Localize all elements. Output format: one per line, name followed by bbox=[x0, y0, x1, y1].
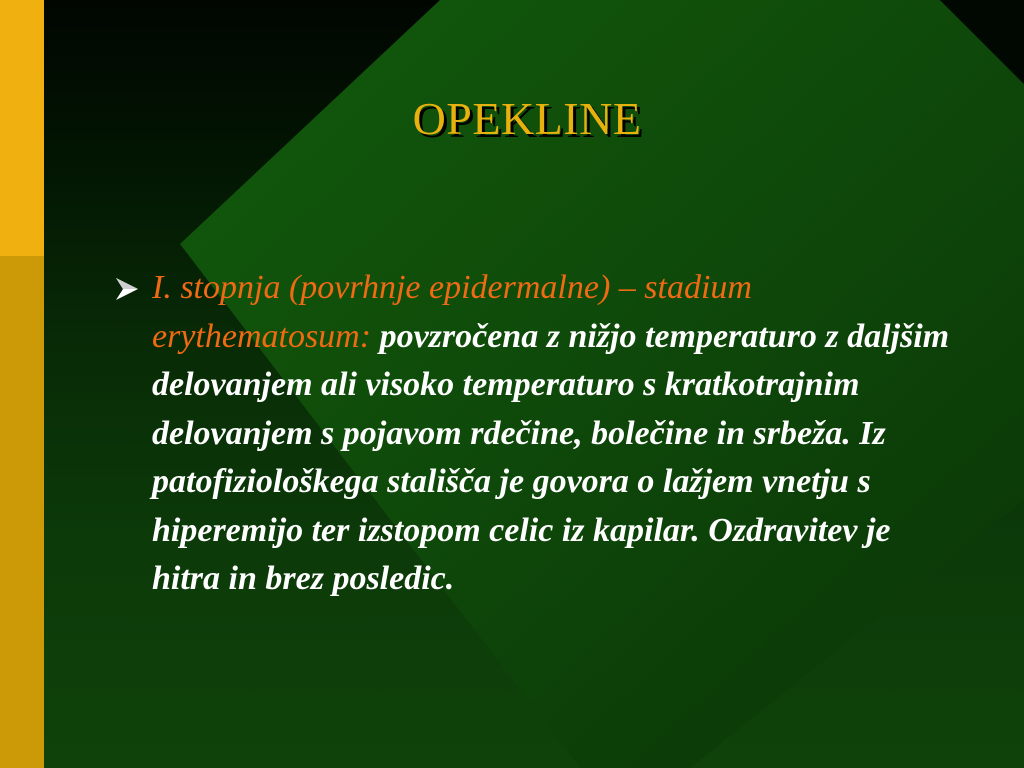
stage-heading: I. stopnja (povrhnje epidermalne) – stadium erythematosum: bbox=[152, 269, 752, 355]
slide-title: OPEKLINE bbox=[412, 93, 642, 144]
accent-bar-bottom bbox=[0, 256, 44, 768]
bullet-text bbox=[152, 264, 952, 604]
arrow-bullet-icon bbox=[112, 274, 142, 304]
stage-description: povzročena z nižjo temperaturo z daljšim delovanjem ali visoko temperaturo s kratkotrajnim delovanjem s pojavom rdečine, bolečine in srbeža. Iz patofiziološkega stališča je govora o lažjem vnetju s hiperemijo ter izstopom celic iz kapilar. Ozdravitev je hitra in brez posledic. bbox=[152, 317, 950, 597]
